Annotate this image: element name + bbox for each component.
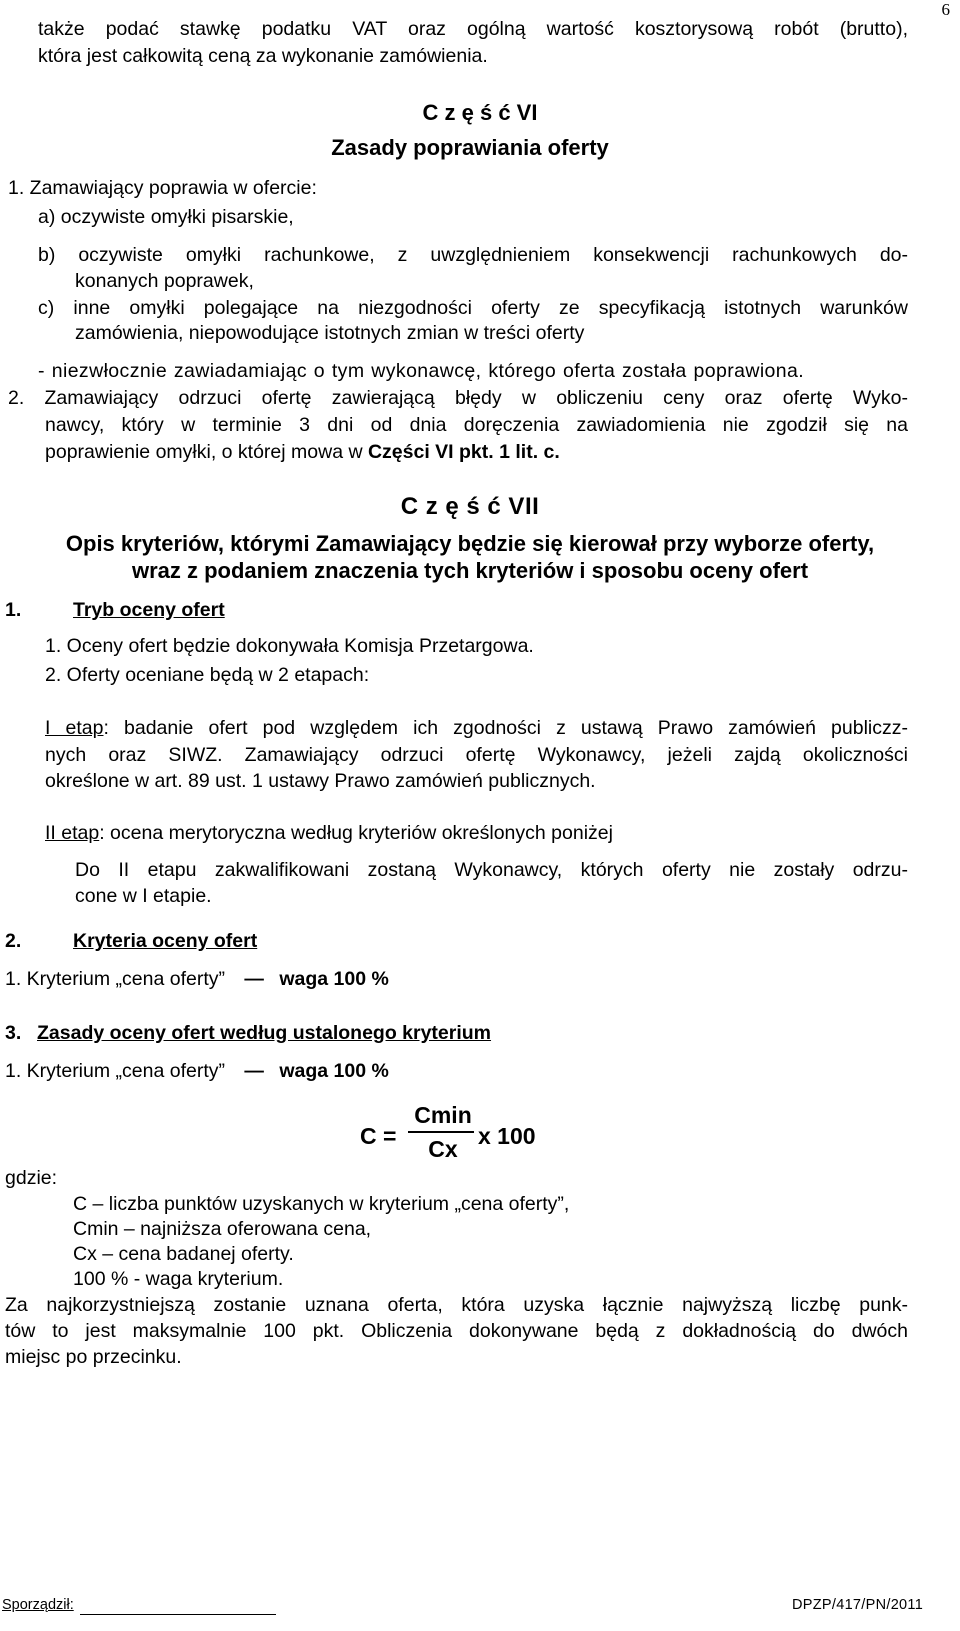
formula-rhs: x 100 bbox=[478, 1123, 536, 1149]
criterion-line-a bbox=[5, 966, 389, 992]
formula-fraction-bar bbox=[408, 1131, 474, 1133]
intro-line-1: także podać stawkę podatku VAT oraz ogólną wartość kosztorysową robót (brutto), bbox=[38, 18, 908, 40]
etap-1-line-2: nych oraz SIWZ. Zamawiający odrzuci ofertę Wykonawcy, jeżeli zajdą okoliczności bbox=[45, 744, 908, 766]
etap-2-label: II etap bbox=[45, 822, 100, 844]
final-line-1: Za najkorzystniejszą zostanie uznana oferta, która uzyska łącznie najwyższą liczbę punk- bbox=[5, 1294, 908, 1316]
etap-1-text: : badanie ofert pod względem ich zgodności z ustawą Prawo zamówień publiczz- bbox=[103, 717, 909, 739]
intro-line-2: która jest całkowitą ceną za wykonanie zamówienia. bbox=[38, 45, 488, 67]
etap-2-line-3: cone w I etapie. bbox=[75, 885, 212, 907]
s7-1-item-2: 2. Oferty oceniane będą w 2 etapach: bbox=[45, 664, 370, 686]
s7-1-item-1: 1. Oceny ofert będzie dokonywała Komisja Przetargowa. bbox=[45, 635, 534, 657]
formula-lhs: C = bbox=[360, 1123, 397, 1149]
footer-prepared-by: Sporządził: bbox=[2, 1597, 74, 1613]
formula-numerator: Cmin bbox=[414, 1102, 472, 1128]
s7-3-title: Zasady oceny ofert według ustalonego kryterium bbox=[37, 1022, 492, 1044]
criterion-weight: waga 100 % bbox=[279, 968, 389, 990]
etap-1-label: I etap bbox=[45, 717, 104, 739]
s6-point-b-line-1: b) oczywiste omyłki rachunkowe, z uwzględnieniem konsekwencji rachunkowych do- bbox=[38, 244, 908, 266]
etap-1-line-3: określone w art. 89 ust. 1 ustawy Prawo zamówień publicznych. bbox=[45, 770, 596, 792]
criterion-name: 1. Kryterium „cena oferty” bbox=[5, 968, 225, 990]
s6-dash-note: - niezwłocznie zawiadamiając o tym wykonawcę, którego oferta została poprawiona. bbox=[38, 360, 805, 382]
s7-3-number: 3. bbox=[5, 1022, 22, 1044]
s7-2-number: 2. bbox=[5, 930, 22, 952]
definition-weight: 100 % - waga kryterium. bbox=[73, 1268, 284, 1290]
s6-point-2-line-2: nawcy, który w terminie 3 dni od dnia doręczenia zawiadomienia nie zgodził się na bbox=[45, 414, 908, 436]
criterion-dash: — bbox=[244, 968, 264, 990]
page-number: 6 bbox=[941, 0, 950, 19]
s6-point-2-text: poprawienie omyłki, o której mowa w bbox=[45, 441, 368, 463]
definition-cx: Cx – cena badanej oferty. bbox=[73, 1243, 294, 1265]
final-line-3: miejsc po przecinku. bbox=[5, 1346, 182, 1368]
etap-2-text: : ocena merytoryczna według kryteriów określonych poniżej bbox=[99, 822, 613, 844]
definition-c: C – liczba punktów uzyskanych w kryterium „cena oferty”, bbox=[73, 1193, 570, 1215]
definition-cmin: Cmin – najniższa oferowana cena, bbox=[73, 1218, 372, 1240]
s6-point-2-line-3 bbox=[45, 439, 560, 465]
s6-point-c-line-2: zamówienia, niepowodujące istotnych zmian w treści oferty bbox=[75, 322, 585, 344]
s6-point-a: a) oczywiste omyłki pisarskie, bbox=[38, 206, 294, 228]
etap-1-line-1 bbox=[45, 715, 908, 741]
signature-line bbox=[80, 1614, 276, 1615]
where-label: gdzie: bbox=[5, 1167, 58, 1189]
etap-2-line-1 bbox=[45, 820, 613, 846]
s7-1-number: 1. bbox=[5, 599, 22, 621]
s6-point-2-reference: Części VI pkt. 1 lit. c. bbox=[367, 441, 560, 463]
section-vi-heading: C z ę ś ć VI bbox=[422, 100, 538, 125]
s6-point-b-line-2: konanych poprawek, bbox=[75, 270, 254, 292]
section-vi-subheading: Zasady poprawiania oferty bbox=[331, 135, 609, 160]
section-vii-title-line-1: Opis kryteriów, którymi Zamawiający będzie się kierował przy wyborze oferty, bbox=[65, 531, 875, 556]
s6-point-1: 1. Zamawiający poprawia w ofercie: bbox=[8, 177, 317, 199]
s6-point-2-line-1: 2. Zamawiający odrzuci ofertę zawierającą błędy w obliczeniu ceny oraz ofertę Wyko- bbox=[8, 387, 908, 409]
final-line-2: tów to jest maksymalnie 100 pkt. Obliczenia dokonywane będą z dokładnością do dwóch bbox=[5, 1320, 908, 1342]
s6-point-c-line-1: c) inne omyłki polegające na niezgodności oferty ze specyfikacją istotnych warunków bbox=[38, 297, 908, 319]
criterion-line-b bbox=[5, 1058, 389, 1084]
footer-document-ref: DPZP/417/PN/2011 bbox=[792, 1597, 924, 1613]
section-vii-heading: C z ę ś ć VII bbox=[400, 493, 540, 520]
criterion-weight-2: waga 100 % bbox=[279, 1060, 389, 1082]
formula-denominator: Cx bbox=[428, 1136, 458, 1162]
s7-1-title: Tryb oceny ofert bbox=[73, 599, 225, 621]
s7-2-title: Kryteria oceny ofert bbox=[73, 930, 258, 952]
section-vii-title-line-2: wraz z podaniem znaczenia tych kryteriów i sposobu oceny ofert bbox=[131, 558, 809, 583]
etap-2-line-2: Do II etapu zakwalifikowani zostaną Wykonawcy, których oferty nie zostały odrzu- bbox=[75, 859, 908, 881]
criterion-name-2: 1. Kryterium „cena oferty” bbox=[5, 1060, 225, 1082]
criterion-dash-2: — bbox=[244, 1060, 264, 1082]
